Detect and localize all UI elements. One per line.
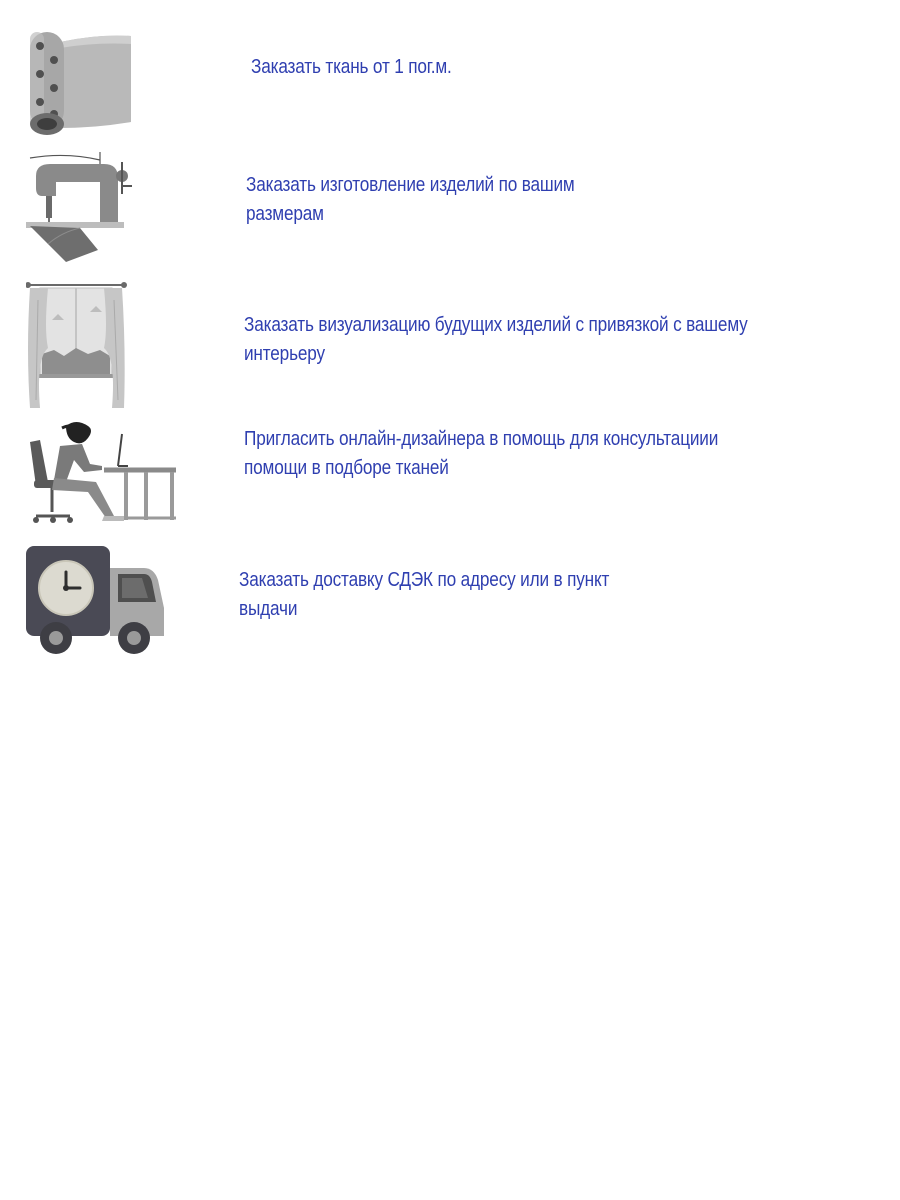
service-link-line2[interactable]: интерьеру xyxy=(244,343,325,365)
service-link-line2[interactable]: размерам xyxy=(246,203,324,225)
service-link-line1[interactable]: Заказать визуализацию будущих изделий с привязкой с вашему xyxy=(244,314,748,336)
service-link-line1[interactable]: Пригласить онлайн-дизайнера в помощь для консультациии xyxy=(244,428,719,450)
window-curtains-icon xyxy=(26,280,130,412)
service-label-designer[interactable] xyxy=(244,425,718,483)
service-item-sewing[interactable] xyxy=(0,150,900,265)
fabric-roll-icon xyxy=(26,24,136,138)
service-link-line1[interactable]: Заказать изготовление изделий по вашим xyxy=(246,174,575,196)
service-label-visualization[interactable] xyxy=(244,311,748,369)
service-label-fabric[interactable] xyxy=(251,53,452,82)
service-link-line2[interactable]: помощи в подборе тканей xyxy=(244,457,449,479)
service-link-line1[interactable]: Заказать доставку СДЭК по адресу или в пункт xyxy=(239,569,610,591)
service-label-sewing[interactable] xyxy=(246,171,575,229)
service-item-visualization[interactable] xyxy=(0,278,900,413)
service-link-line1[interactable]: Заказать ткань от 1 пог.м. xyxy=(251,56,452,78)
service-item-delivery[interactable] xyxy=(0,542,900,662)
service-item-designer[interactable] xyxy=(0,418,900,528)
service-label-delivery[interactable] xyxy=(239,566,609,624)
service-item-fabric[interactable] xyxy=(0,20,900,140)
sewing-machine-icon xyxy=(26,152,136,264)
delivery-truck-clock-icon xyxy=(26,546,166,656)
service-link-line2[interactable]: выдачи xyxy=(239,598,298,620)
designer-at-desk-icon xyxy=(26,420,178,526)
